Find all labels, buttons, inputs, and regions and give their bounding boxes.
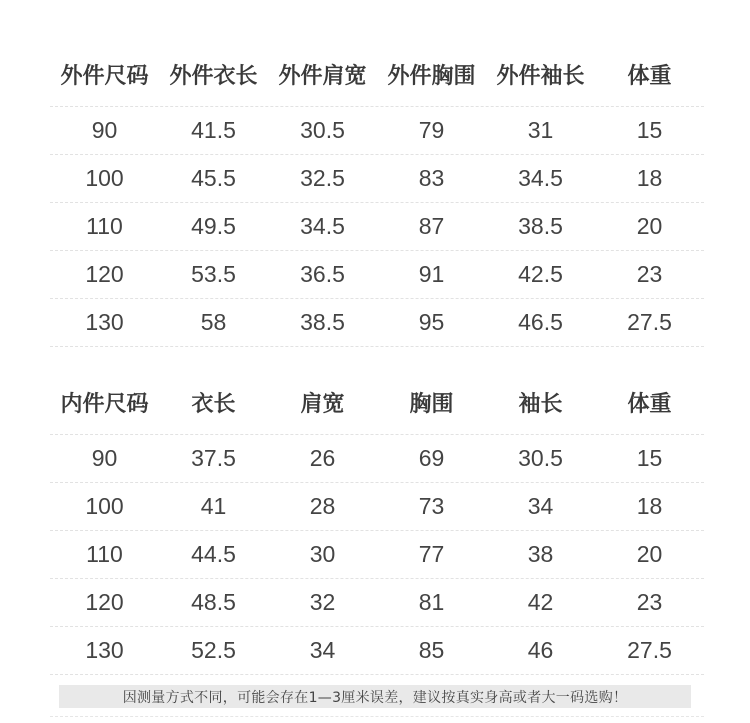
measurement-note-bar	[59, 685, 691, 708]
table-cell: 23	[636, 589, 663, 615]
table-cell: 34	[527, 493, 554, 519]
table-cell: 46	[527, 637, 554, 663]
inner-header-weight: 体重	[627, 392, 672, 417]
table-cell: 32	[309, 589, 336, 615]
table-row	[50, 531, 704, 579]
table-row	[50, 579, 704, 627]
outer-header-length: 外件衣长	[169, 64, 258, 89]
inner-header-chest: 胸围	[409, 392, 454, 417]
table-cell: 18	[636, 493, 663, 519]
table-cell: 120	[85, 589, 124, 615]
outer-header-size: 外件尺码	[60, 64, 149, 89]
table-cell: 32.5	[300, 165, 345, 191]
table-cell: 26	[309, 445, 336, 471]
table-row	[50, 107, 704, 155]
table-cell: 30.5	[300, 117, 345, 143]
table-cell: 34	[309, 637, 336, 663]
table-cell: 100	[85, 165, 124, 191]
table-cell: 18	[636, 165, 663, 191]
outer-size-table	[50, 43, 704, 347]
inner-header-shoulder: 肩宽	[300, 392, 345, 417]
table-cell: 95	[418, 309, 445, 335]
table-cell: 37.5	[191, 445, 236, 471]
table-cell: 53.5	[191, 261, 236, 287]
table-cell: 69	[418, 445, 445, 471]
table-cell: 42.5	[518, 261, 563, 287]
table-cell: 38	[527, 541, 554, 567]
inner-size-table	[50, 371, 704, 675]
table-cell: 48.5	[191, 589, 236, 615]
measurement-note-text: 因测量方式不同，可能会存在1—3厘米误差，建议按真实身高或者大一码选购！	[122, 689, 628, 706]
table-cell: 36.5	[300, 261, 345, 287]
table-cell: 41	[200, 493, 227, 519]
table-cell: 52.5	[191, 637, 236, 663]
outer-header-weight: 体重	[627, 64, 672, 89]
table-cell: 100	[85, 493, 124, 519]
table-row	[50, 627, 704, 675]
table-cell: 130	[85, 637, 124, 663]
table-cell: 23	[636, 261, 663, 287]
table-cell: 91	[418, 261, 445, 287]
table-cell: 45.5	[191, 165, 236, 191]
table-cell: 41.5	[191, 117, 236, 143]
table-cell: 15	[636, 117, 663, 143]
table-cell: 110	[86, 541, 123, 567]
table-row	[50, 483, 704, 531]
table-cell: 44.5	[191, 541, 236, 567]
table-cell: 31	[527, 117, 554, 143]
table-cell: 77	[418, 541, 445, 567]
table-row	[50, 251, 704, 299]
inner-header-size: 内件尺码	[60, 392, 149, 417]
table-cell: 120	[85, 261, 124, 287]
table-cell: 28	[309, 493, 336, 519]
table-cell: 30	[309, 541, 336, 567]
table-row	[50, 299, 704, 347]
table-cell: 90	[91, 445, 118, 471]
table-cell: 58	[200, 309, 227, 335]
bottom-divider	[50, 716, 704, 717]
table-cell: 27.5	[627, 309, 672, 335]
table-cell: 49.5	[191, 213, 236, 239]
table-cell: 38.5	[518, 213, 563, 239]
table-cell: 79	[418, 117, 445, 143]
table-row	[50, 155, 704, 203]
table-cell: 46.5	[518, 309, 563, 335]
table-cell: 20	[636, 541, 663, 567]
outer-header-shoulder: 外件肩宽	[278, 64, 367, 89]
table-cell: 34.5	[300, 213, 345, 239]
inner-table-header-row	[50, 371, 704, 435]
table-row	[50, 203, 704, 251]
table-row	[50, 435, 704, 483]
table-cell: 130	[85, 309, 124, 335]
outer-header-sleeve: 外件袖长	[496, 64, 585, 89]
table-cell: 34.5	[518, 165, 563, 191]
table-cell: 73	[418, 493, 445, 519]
table-cell: 42	[527, 589, 554, 615]
table-cell: 30.5	[518, 445, 563, 471]
table-cell: 15	[636, 445, 663, 471]
table-cell: 81	[418, 589, 445, 615]
table-cell: 20	[636, 213, 663, 239]
table-cell: 90	[91, 117, 118, 143]
inner-header-length: 衣长	[191, 392, 236, 417]
table-cell: 83	[418, 165, 445, 191]
table-cell: 110	[86, 213, 123, 239]
outer-header-chest: 外件胸围	[387, 64, 476, 89]
table-cell: 27.5	[627, 637, 672, 663]
table-cell: 38.5	[300, 309, 345, 335]
table-cell: 85	[418, 637, 445, 663]
inner-header-sleeve: 袖长	[518, 392, 563, 417]
outer-table-header-row	[50, 43, 704, 107]
table-cell: 87	[418, 213, 445, 239]
